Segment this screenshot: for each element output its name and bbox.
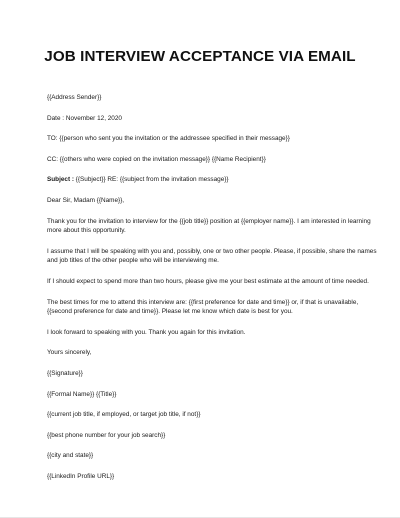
formal-name-title: {{Formal Name}} {{Title}} [47,390,117,398]
subject-text: {{Subject}} RE: {{subject from the invitation message}} [74,176,229,184]
subject-line [47,175,377,185]
signature: {{Signature}} [47,369,83,377]
paragraph-1: Thank you for the invitation to interview for the {{job title}} position at {{employer name}}. I am interested in learning more about this opportunity. [47,217,371,235]
document-title: JOB INTERVIEW ACCEPTANCE VIA EMAIL [44,48,356,65]
paragraph-2: I assume that I will be speaking with you and, possibly, one or two other people. Please, if possible, share the names and job titles of the other people who will be interviewing me. [47,247,377,265]
to-line: TO: {{person who sent you the invitation or the addressee specified in their message}} [47,135,290,143]
subject-label: Subject : [47,176,74,184]
current-job-title: {{current job title, if employed, or target job title, if not}} [47,411,201,419]
closing: Yours sincerely, [47,349,92,357]
date-line: Date : November 12, 2020 [47,114,122,122]
cc-line: CC: {{others who were copied on the invitation message}} {{Name Recipient}} [47,155,266,163]
linkedin-url: {{LinkedIn Profile URL}} [47,472,115,480]
salutation: Dear Sir, Madam {{Name}}, [47,196,125,204]
letter-body [47,93,377,492]
paragraph-5: I look forward to speaking with you. Thank you again for this invitation. [47,328,246,336]
paragraph-4: The best times for me to attend this interview are: {{first preference for date and time}} or, if that is unavailable, {{second preference for date and time}}. Please let me know which date is best for you. [47,298,359,316]
address-sender: {{Address Sender}} [47,94,102,101]
city-state: {{city and state}} [47,452,94,460]
paragraph-3: If I should expect to spend more than two hours, please give me your best estimate at the amount of time needed. [47,277,369,285]
phone-number: {{best phone number for your job search}} [47,431,166,439]
